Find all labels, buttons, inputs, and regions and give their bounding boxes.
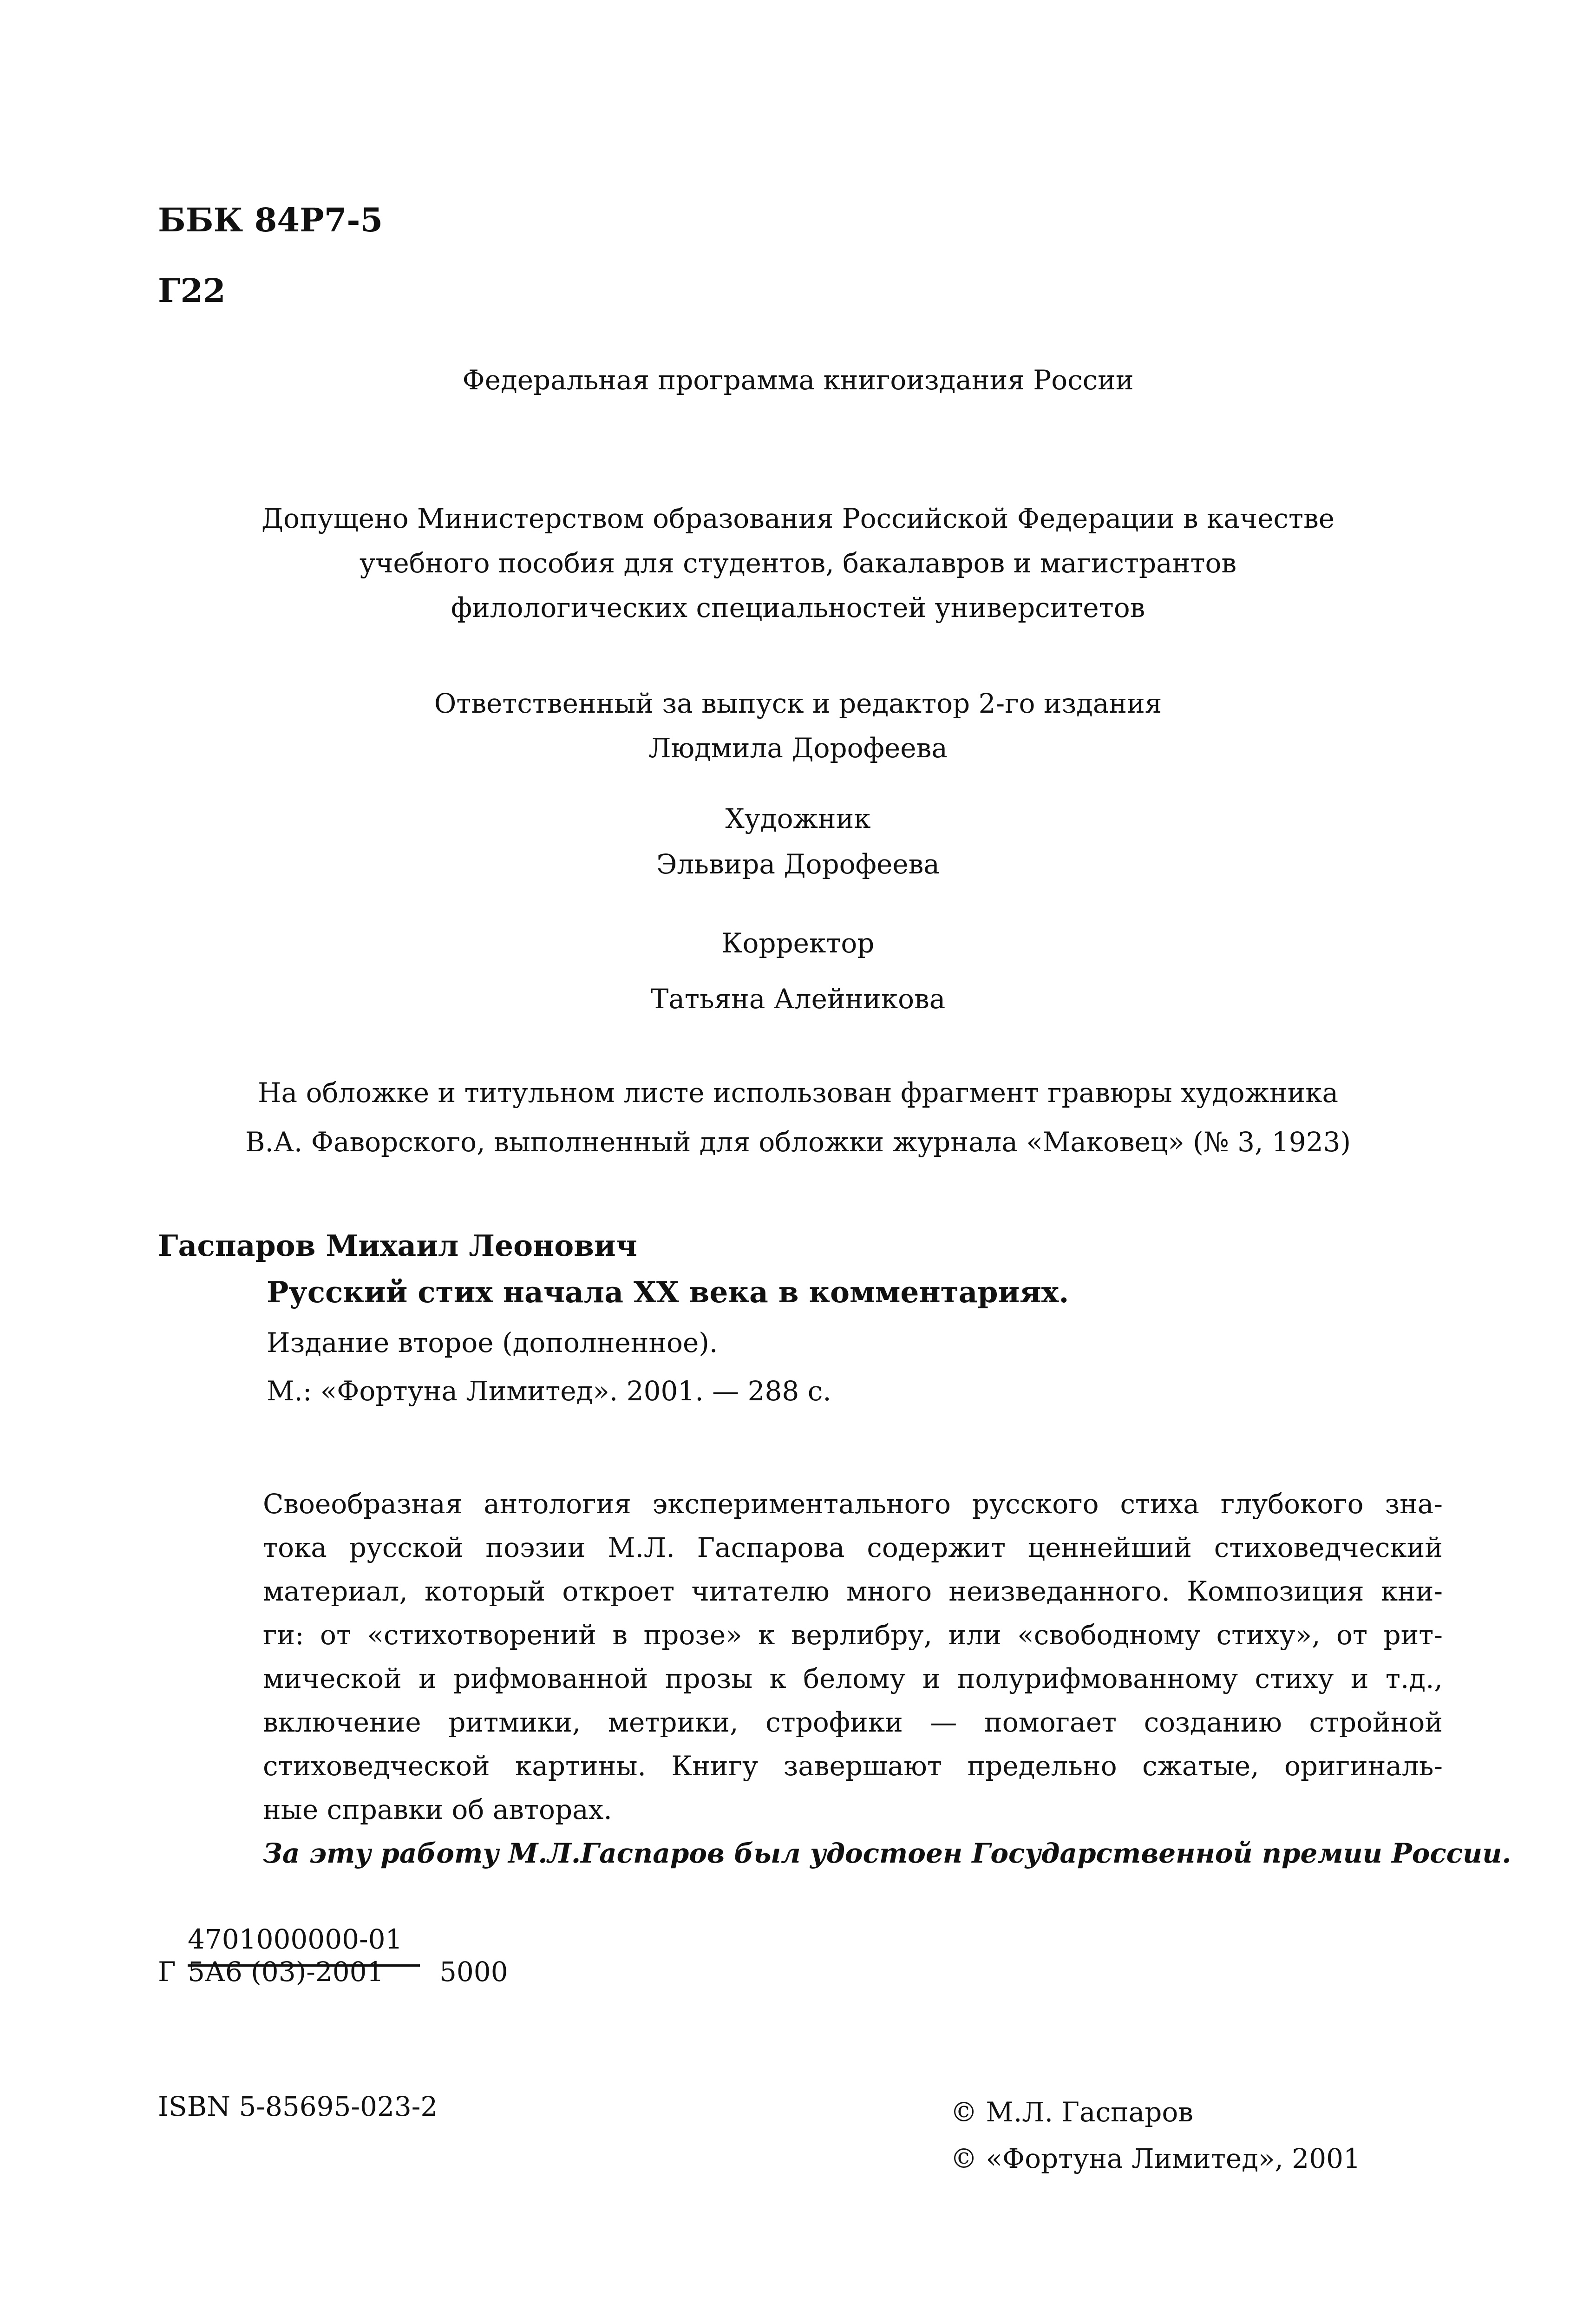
print-run: 5000 <box>439 1956 508 1988</box>
cover-note-line-1: На обложке и титульном листе использован фрагмент гравюры художника <box>257 1077 1339 1109</box>
annotation-line: стиховедческой картины. Книгу завершают предельно сжатые, оригиналь- <box>263 1750 1443 1782</box>
approval-line-3: филологических специальностей университетов <box>451 592 1145 623</box>
bib-title: Русский стих начала XX века в комментариях. <box>267 1275 1069 1309</box>
proofreader-name: Татьяна Алейникова <box>650 983 946 1015</box>
index-denominator: 5А6 (03)-2001 <box>188 1956 384 1988</box>
annotation-line: тока русской поэзии М.Л. Гаспарова содержит ценнейший стиховедческий <box>263 1532 1443 1563</box>
cover-note-line-2: В.А. Фаворского, выполненный для обложки журнала «Маковец» (№ 3, 1923) <box>245 1126 1351 1158</box>
annotation-line: Своеобразная антология экспериментального русского стиха глубокого зна- <box>263 1488 1443 1520</box>
annotation-line: материал, который откроет читателю много неизведанного. Композиция кни- <box>263 1575 1443 1607</box>
program-line: Федеральная программа книгоиздания России <box>462 364 1134 396</box>
author-mark: Г22 <box>158 271 226 310</box>
copyright-publisher: © «Фортуна Лимитед», 2001 <box>950 2143 1361 2174</box>
award-note: За эту работу М.Л.Гаспаров был удостоен Государственной премии России. <box>263 1837 1511 1869</box>
artist-name: Эльвира Дорофеева <box>656 848 940 880</box>
bib-author: Гаспаров Михаил Леонович <box>158 1228 637 1263</box>
annotation-line: мической и рифмованной прозы к белому и полурифмованному стиху и т.д., <box>263 1663 1443 1694</box>
annotation-line: ги: от «стихотворений в прозе» к верлибру, или «свободному стиху», от рит- <box>263 1619 1443 1651</box>
isbn: ISBN 5-85695-023-2 <box>158 2091 438 2122</box>
copyright-author: © М.Л. Гаспаров <box>950 2096 1193 2128</box>
annotation-line: ные справки об авторах. <box>263 1794 612 1825</box>
artist-role: Художник <box>725 803 871 834</box>
proofreader-role: Корректор <box>721 927 875 959</box>
editor-name: Людмила Дорофеева <box>648 732 948 764</box>
bib-imprint: М.: «Фортуна Лимитед». 2001. — 288 с. <box>267 1375 831 1407</box>
approval-line-2: учебного пособия для студентов, бакалавров и магистрантов <box>359 547 1237 579</box>
annotation <box>263 1482 1511 1875</box>
bbk-code: ББК 84Р7-5 <box>158 201 383 239</box>
annotation-line: включение ритмики, метрики, строфики — помогает созданию стройной <box>263 1706 1443 1738</box>
index-numerator: 4701000000-01 <box>188 1923 403 1955</box>
approval-line-1: Допущено Министерством образования Российской Федерации в качестве <box>261 503 1335 534</box>
index-letter: Г <box>158 1956 176 1988</box>
editor-role: Ответственный за выпуск и редактор 2-го издания <box>434 688 1162 719</box>
bib-edition: Издание второе (дополненное). <box>267 1327 718 1358</box>
